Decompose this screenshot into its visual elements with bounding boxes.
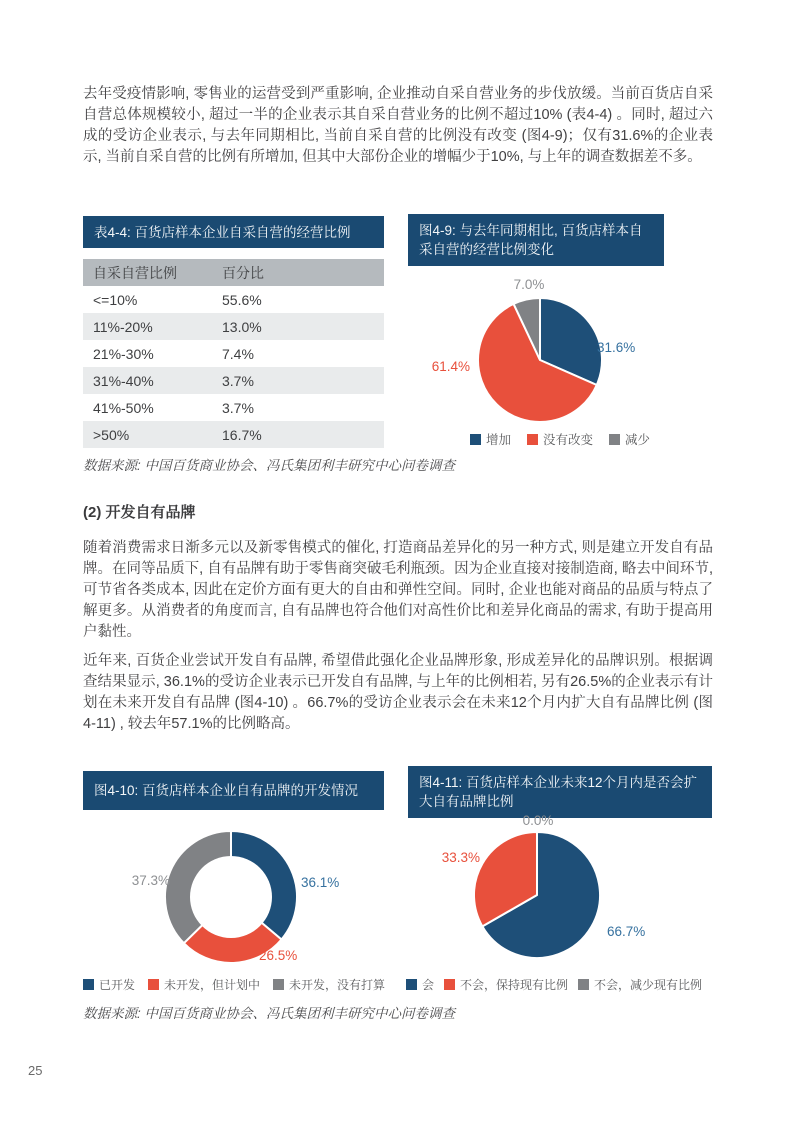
fig4-10-title: 图4-10: 百货店样本企业自有品牌的开发情况 [94,783,359,798]
legend-label: 不会，保持现有比例 [460,978,569,992]
table-4-4 [83,259,384,448]
legend-label: 没有改变 [542,433,593,447]
legend-swatch [148,979,159,990]
table-row [83,313,384,340]
table-header-percent: 百分比 [212,259,384,286]
legend-label: 未开发，但计划中 [164,978,261,992]
legend-item [609,430,650,448]
fig4-11-label-keep: 33.3% [441,850,480,865]
legend-label: 未开发，没有打算 [289,978,386,992]
legend-swatch [470,434,481,445]
intro-paragraph: 去年受疫情影响, 零售业的运营受到严重影响, 企业推动自采自营业务的步伐放缓。当前百货店自采自营总体规模较小, 超过一半的企业表示其自采自营业务的比例不超过10% (表4-4) 。同时, 超过六成的受访企业表示, 与去年同期相比, 当前自采自营的比例没有改变 (图4-9)；仅有31.6%的企业表示, 当前自采自营的比例有所增加, 但其中大部份企业的增幅少于10%, 与上年的调查数据差不多。 [83,86,713,165]
table-row [83,367,384,394]
table-row [83,394,384,421]
legend-label: 已开发 [99,978,136,992]
legend-item [578,976,702,993]
fig4-10-label-no-plan: 37.3% [131,873,170,888]
fig4-10-label-developed: 36.1% [301,875,340,890]
fig4-9-legend [408,430,712,448]
fig4-11-label-reduce: 0.0% [522,813,554,828]
section-heading: (2) 开发自有品牌 [83,504,196,521]
cell-range: <=10% [83,286,212,313]
legend-label: 不会，减少现有比例 [594,978,703,992]
legend-label: 减少 [625,433,651,447]
fig4-11-legend [406,976,718,993]
cell-value: 3.7% [212,394,384,421]
fig4-11-title: 图4-11: 百货店样本企业未来12个月内是否会扩大自有品牌比例 [419,775,698,809]
cell-range: 41%-50% [83,394,212,421]
table-4-4-title: 表4-4: 百货店样本企业自采自营的经营比例 [94,224,351,240]
cell-value: 16.7% [212,421,384,448]
fig4-9-label-decrease: 7.0% [513,277,545,292]
source-note: 数据来源: 中国百货商业协会、冯氏集团利丰研究中心问卷调查 [83,1006,456,1021]
cell-range: 21%-30% [83,340,212,367]
fig4-9-title: 图4-9: 与去年同期相比, 百货店样本自采自营的经营比例变化 [419,223,643,257]
table-4-4-title-bar [83,216,384,248]
legend-swatch [609,434,620,445]
cell-value: 13.0% [212,313,384,340]
legend-swatch [578,979,589,990]
table-row [83,421,384,448]
fig4-9-pie-chart [476,296,604,429]
legend-item [470,430,511,448]
table-row [83,286,384,313]
legend-swatch [527,434,538,445]
fig4-10-title-bar [83,771,384,810]
source-note: 数据来源: 中国百货商业协会、冯氏集团利丰研究中心问卷调查 [83,458,456,473]
legend-item [527,430,593,448]
legend-label: 会 [422,978,435,992]
legend-item [273,976,385,993]
cell-value: 3.7% [212,367,384,394]
cell-value: 7.4% [212,340,384,367]
table-row [83,340,384,367]
legend-item [148,976,260,993]
legend-swatch [406,979,417,990]
legend-label: 增加 [485,433,511,447]
table-header-ratio: 自采自营比例 [83,259,212,286]
fig4-9-label-no-change: 61.4% [431,359,470,374]
legend-item [406,976,434,993]
cell-range: 31%-40% [83,367,212,394]
section2-paragraph-2: 近年来, 百货企业尝试开发自有品牌, 希望借此强化企业品牌形象, 形成差异化的品牌识别。根据调查结果显示, 36.1%的受访企业表示已开发自有品牌, 与上年的比例相若, 另有26.5%的企业表示有计划在未来开发自有品牌 (图4-10) 。66.7%的受访企业表示会在未来12个月内扩大自有品牌比例 (图4-11) , 较去年57.1%的比例略高。 [83,653,713,732]
fig4-9-label-increase: 31.6% [597,340,636,355]
fig4-9-title-bar [408,214,664,266]
section2-paragraph-1: 随着消费需求日渐多元以及新零售模式的催化, 打造商品差异化的另一种方式, 则是建立开发自有品牌。在同等品质下, 自有品牌有助于零售商突破毛利瓶颈。因为企业直接对接制造商, 略去中间环节, 可节省各类成本, 因此在定价方面有更大的自由和弹性空间。同时, 企业也能对商品的品质与特点了解更多。从消费者的角度而言, 自有品牌也符合他们对高性价比和差异化商品的需求, 有助于提高用户黏性。 [83,540,713,640]
legend-item [444,976,568,993]
cell-range: >50% [83,421,212,448]
fig4-11-label-yes: 66.7% [607,924,646,939]
fig4-11-pie-chart [472,830,602,965]
cell-range: 11%-20% [83,313,212,340]
legend-swatch [83,979,94,990]
page-number: 25 [28,1063,43,1078]
cell-value: 55.6% [212,286,384,313]
fig4-10-legend [83,976,393,993]
legend-swatch [273,979,284,990]
fig4-11-title-bar [408,766,712,818]
fig4-10-label-planned: 26.5% [259,948,298,963]
legend-item [83,976,135,993]
legend-swatch [444,979,455,990]
table-header-row [83,259,384,286]
